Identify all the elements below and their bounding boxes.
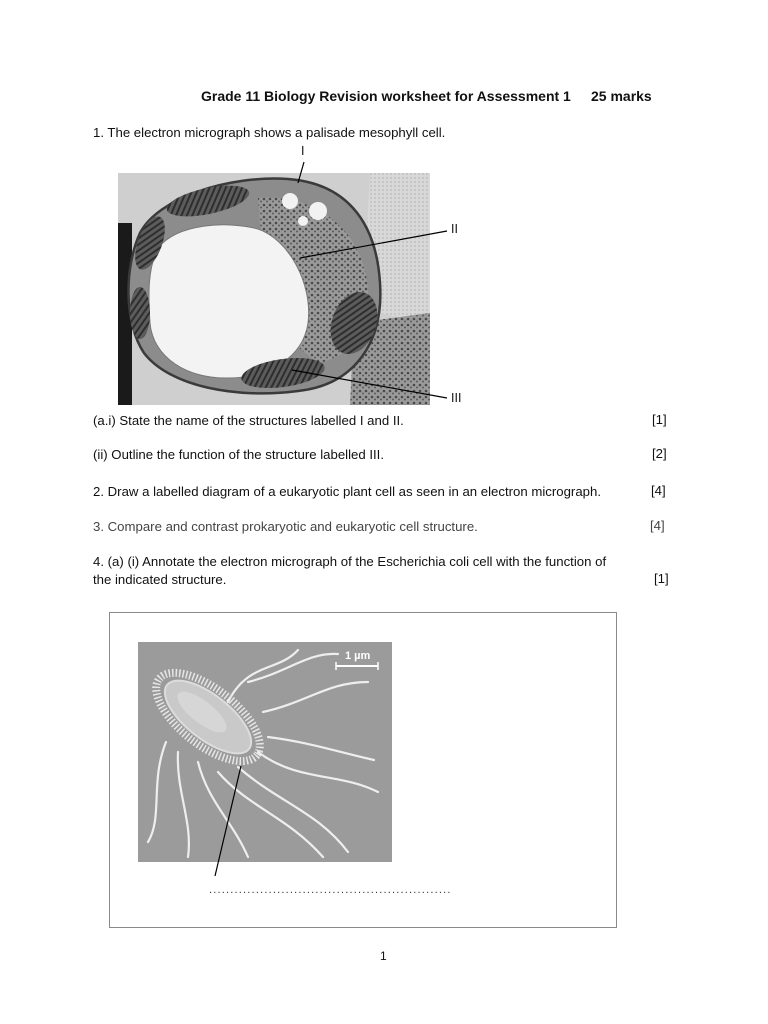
question-1a-ii: (ii) Outline the function of the structure labelled III. <box>93 447 385 462</box>
question-4-line-2: the indicated structure. <box>93 572 227 587</box>
label-i: I <box>301 144 305 158</box>
question-3: 3. Compare and contrast prokaryotic and eukaryotic cell structure. <box>93 519 478 534</box>
micrograph-1-label-lines <box>0 0 768 420</box>
question-1a-ii-marks: [2] <box>652 446 667 461</box>
question-4-line-1: 4. (a) (i) Annotate the electron micrograph of the Escherichia coli cell with the function of <box>93 554 607 569</box>
worksheet-title: Grade 11 Biology Revision worksheet for Assessment 1 <box>201 88 571 104</box>
ecoli-pointer-line <box>0 600 768 900</box>
question-4-marks: [1] <box>654 571 669 586</box>
page-number: 1 <box>380 949 387 963</box>
question-2: 2. Draw a labelled diagram of a eukaryotic plant cell as seen in an electron micrograph. <box>93 484 601 499</box>
scale-bar-label: 1 µm <box>345 650 371 662</box>
label-ii: II <box>451 222 458 236</box>
question-1a-i: (a.i) State the name of the structures labelled I and II. <box>93 413 404 428</box>
question-1-stem: 1. The electron micrograph shows a palisade mesophyll cell. <box>93 125 446 140</box>
question-2-marks: [4] <box>651 483 666 498</box>
question-3-marks: [4] <box>650 518 665 533</box>
answer-line: ......................................................... <box>209 884 452 896</box>
label-iii: III <box>451 391 462 405</box>
total-marks: 25 marks <box>591 88 652 104</box>
question-1a-i-marks: [1] <box>652 412 667 427</box>
